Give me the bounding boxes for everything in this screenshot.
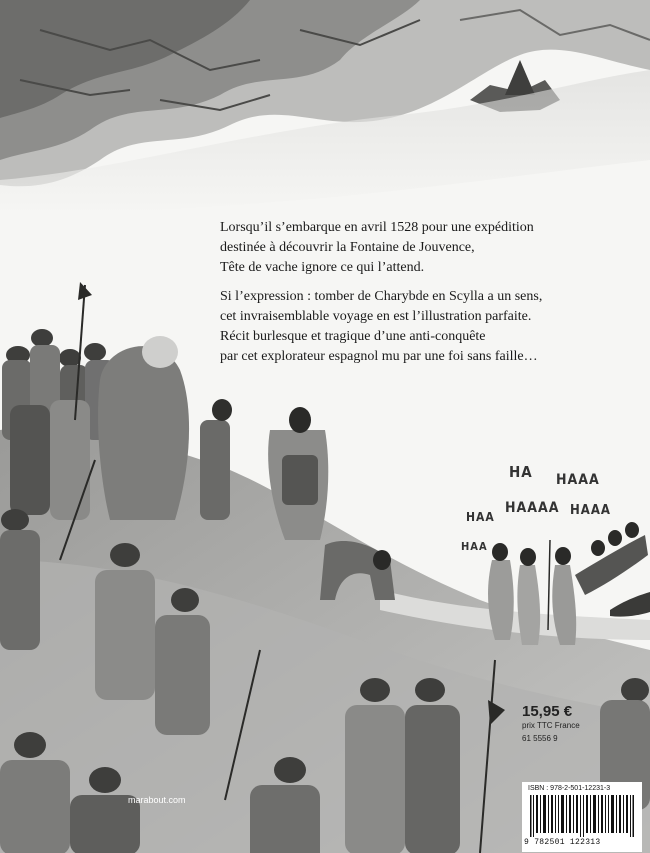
blurb-text [220,218,620,376]
blurb-paragraph-2: Si l’expression : tomber de Charybde en Scylla a un sens, cet invraisemblable voyage en est l’illustration parfaite. Récit burlesque et tragique d’une anti-conquête par cet explorateur espagnol mu par une foi sans faille… [220,289,543,364]
price-amount: 15,95 € [522,703,573,720]
price-note: prix TTC France [522,721,580,730]
laugh-text: HAA [461,540,488,553]
blurb-paragraph-1: Lorsqu’il s’embarque en avril 1528 pour une expédition destinée à découvrir la Fontaine de Jouvence, Tête de vache ignore ce qui l’attend. [220,220,534,275]
laugh-text: HAA [466,510,495,524]
publisher-url[interactable]: marabout.com [128,795,186,805]
isbn-label: ISBN : 978-2-501-12231-3 [528,785,611,792]
laugh-text: HA [509,463,533,481]
laugh-text: HAAA [556,472,600,488]
laugh-text: HAAAA [505,500,560,516]
laugh-text: HAAA [570,503,611,518]
barcode-block [522,782,642,852]
price-block [522,703,632,743]
barcode-digits: 9 782501 122313 [524,838,601,847]
product-code: 61 5556 9 [522,734,558,743]
barcode-bars [530,795,634,837]
